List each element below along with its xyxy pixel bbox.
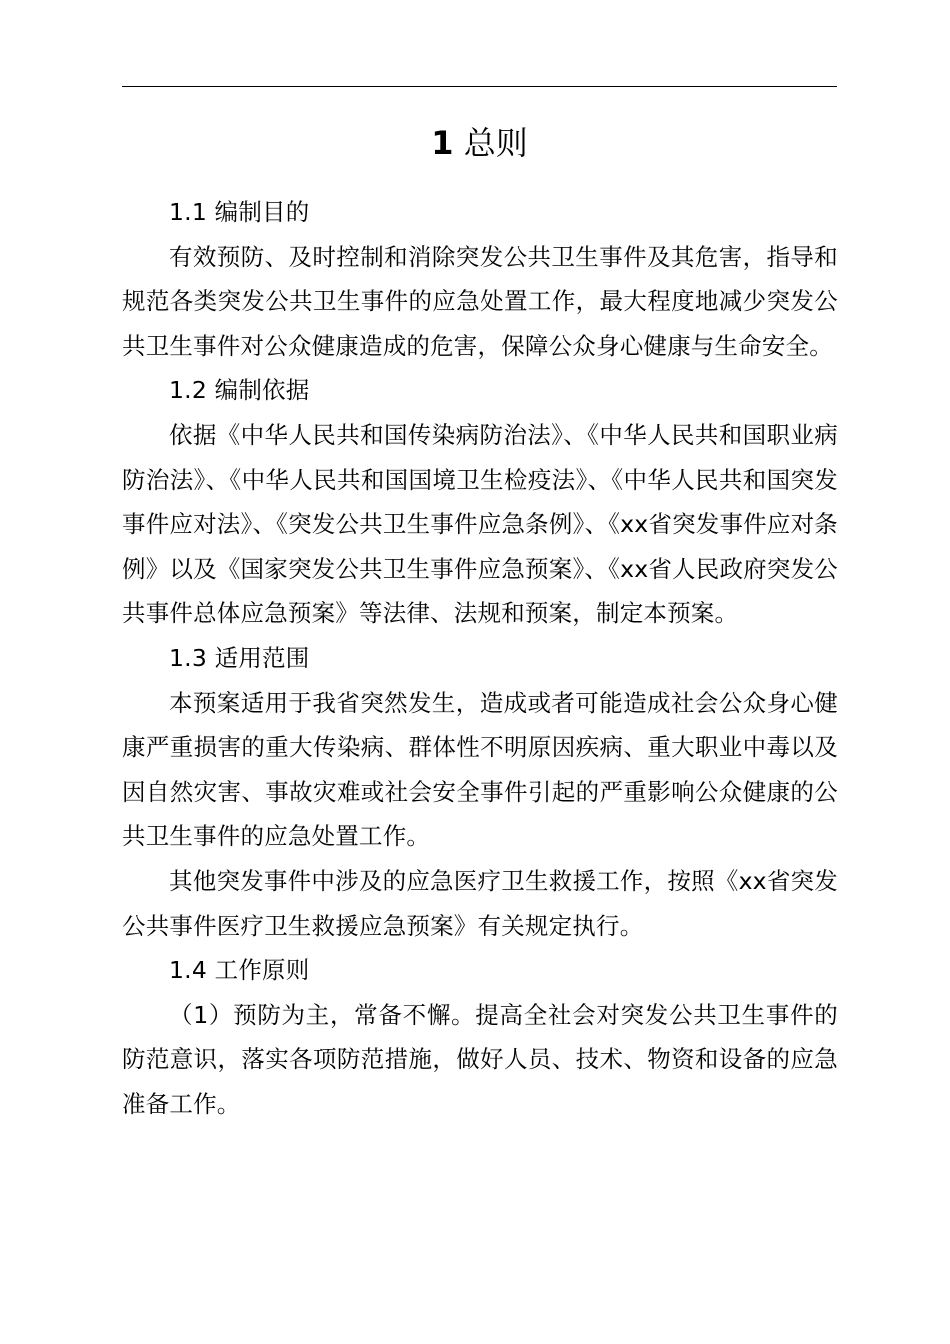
section-heading-1-2: 1.2 编制依据 bbox=[169, 376, 310, 405]
section-heading-1-1: 1.1 编制目的 bbox=[169, 198, 310, 226]
document-body bbox=[122, 190, 838, 1126]
section-heading-1-4: 1.4 工作原则 bbox=[169, 956, 310, 985]
chapter-number: 1 bbox=[431, 124, 454, 162]
header-rule bbox=[122, 86, 837, 87]
section-1-4-paragraph: （1）预防为主，常备不懈。提高全社会对突发公共卫生事件的防范意识，落实各项防范措施，做好人员、技术、物资和设备的应急准备工作。 bbox=[122, 1000, 838, 1118]
chapter-title-text: 总则 bbox=[463, 124, 528, 162]
section-heading-1-3: 1.3 适用范围 bbox=[169, 643, 310, 672]
section-1-2-paragraph: 依据《中华人民共和国传染病防治法》、《中华人民共和国职业病防治法》、《中华人民共和国国境卫生检疫法》、《中华人民共和国突发事件应对法》、《突发公共卫生事件应急条例》、《xx省突发事件应对条例》以及《国家突发公共卫生事件应急预案》、《xx省人民政府突发公共事件总体应急预案》等法律、法规和预案，制定本预案。 bbox=[122, 420, 838, 628]
section-1-3-paragraph-1: 本预案适用于我省突然发生，造成或者可能造成社会公众身心健康严重损害的重大传染病、群体性不明原因疾病、重大职业中毒以及因自然灾害、事故灾难或社会安全事件引起的严重影响公众健康的公共卫生事件的应急处置工作。 bbox=[122, 688, 838, 851]
chapter-title bbox=[122, 120, 837, 166]
section-1-1-paragraph: 有效预防、及时控制和消除突发公共卫生事件及其危害，指导和规范各类突发公共卫生事件的应急处置工作，最大程度地减少突发公共卫生事件对公众健康造成的危害，保障公众身心健康与生命安全。 bbox=[122, 242, 838, 360]
section-1-3-paragraph-2: 其他突发事件中涉及的应急医疗卫生救援工作，按照《xx省突发公共事件医疗卫生救援应急预案》有关规定执行。 bbox=[122, 866, 838, 940]
